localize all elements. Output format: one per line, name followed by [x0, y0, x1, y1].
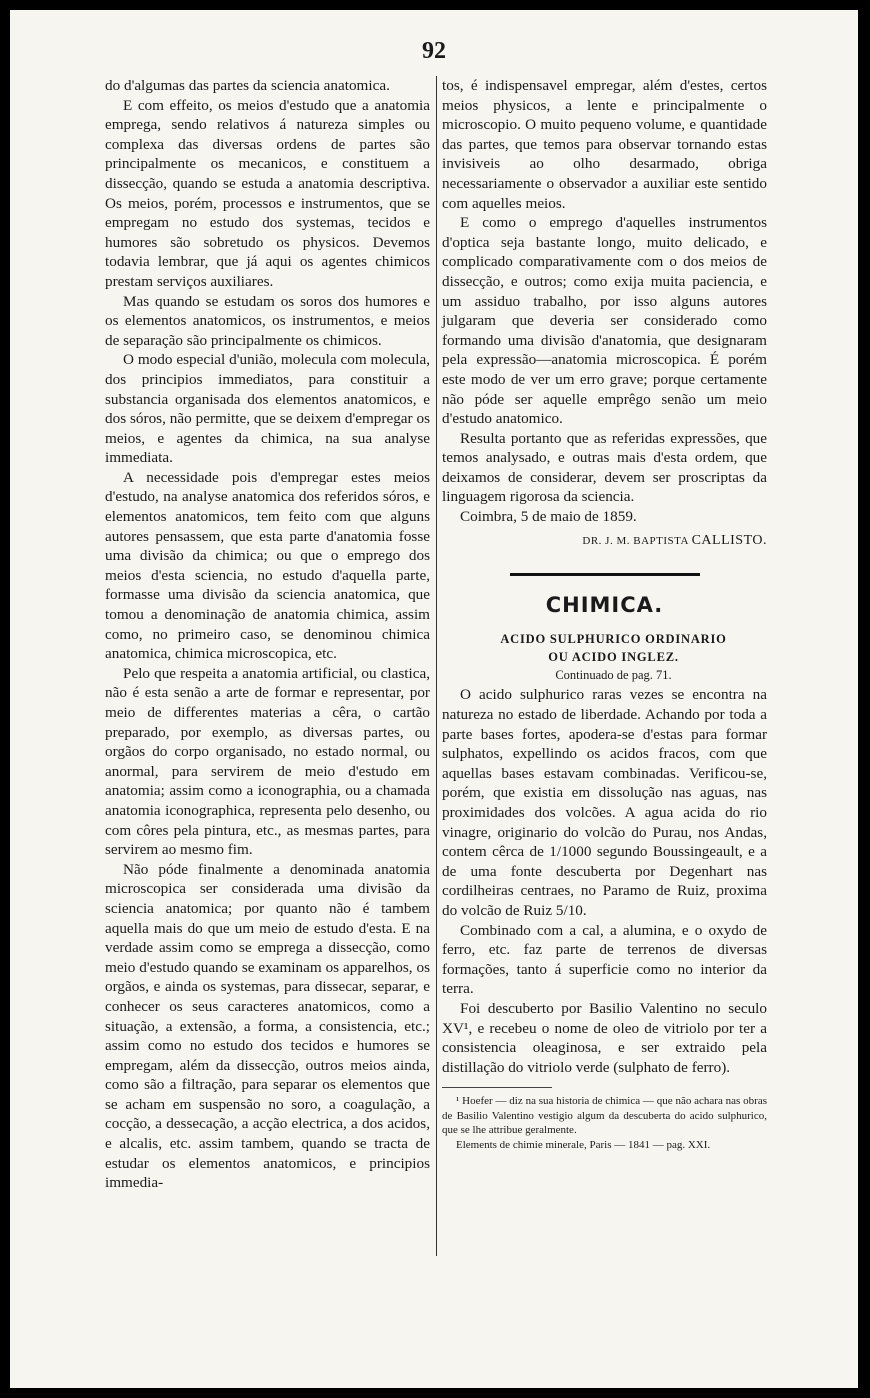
paragraph: tos, é indispensavel empregar, além d'estes, certos meios physicos, a lente e principalmente o microscopio. O muito pequeno volume, e quantidade das partes, que temos para observar tornando estas invisiveis ao olho desarmado, obriga necessariamente o observador a auxiliar este sentido com aquelles meios. [442, 77, 767, 212]
paragraph: E com effeito, os meios d'estudo que a anatomia emprega, sendo relativos á natureza simples ou complexa das diversas ordens de partes são principalmente os mecanicos, e constituem a dissecção, quando se estuda a anatomia descriptiva. Os meios, porém, processos e instrumentos, que se empregam no estudo dos systemas, tecidos e humores são sobretudo os physicos. Devemos todavia lembrar, que já aqui os agentes chimicos prestam serviços auxiliares. [105, 96, 430, 290]
paragraph: E como o emprego d'aquelles instrumentos d'optica seja bastante longo, muito delicado, e complicado comparativamente com o dos meios de dissecção, e outros; como exija muita paciencia, e um assiduo trabalho, por isso alguns autores julgaram que deveria ser considerado como formando uma divisão d'anatomia, que designaram pela expressão—anatomia microscopica. É porém este modo de ver um erro grave; porque certamente não póde ser aquelle emprêgo senão um meio d'estudo anatomico. [442, 214, 767, 428]
paragraph: O acido sulphurico raras vezes se encontra na natureza no estado de liberdade. Achando por toda a parte bases fortes, apodera-se d'estas para formar sulphatos, expellindo os acidos fracos, com que aquellas bases estavam combinadas. Verificou-se, porém, que existia em dissolução nas aguas, nas proximidades dos volcões. A agua acida do rio vinagre, originario do volcão do Purau, nos Andas, contem cêrca de 1/1000 segundo Boussingeault, e a de uma fonte descuberta por Degenhart nas cordilheiras centraes, no Paramo de Ruiz, proxima do volcão de Ruiz 5/10. [442, 686, 767, 919]
column-divider [436, 76, 437, 1256]
right-column [442, 76, 767, 1152]
footnote [442, 1092, 767, 1152]
paragraph: Não póde finalmente a denominada anatomia microscopica ser considerada uma divisão da sciencia anatomica; por quanto não é tambem aquella mais do que um meio de estudo d'esta. E na verdade assim como se emprega a dissecção, como meio d'estudo quando se examinam os apparelhos, os orgãos, e ainda os systemas, para dissecar, separar, e conhecer os seus caracteres anatomicos, como a situação, a extensão, a forma, a consistencia, etc.; assim como no estudo dos tecidos e humores se empregam, além da dissecção, outros meios ainda, como são a filtração, para separar os elementos que se acham em suspensão no soro, a coagulação, a cocção, a dessecação, a acção electrica, a dos acidos, e alcalis, etc. assim tambem, quando se tracta de estudar os elementos anatomicos, e principios immedia- [105, 860, 430, 1192]
continued-note: Continuado de pag. 71. [555, 667, 672, 682]
paragraph: Pelo que respeita a anatomia artificial, ou clastica, não é esta senão a arte de formar e representar, por meio de differentes materias a cêra, o cartão preparado, por exemplo, as diversas partes, ou orgãos do corpo organisado, no estado normal, ou anormal, para servirem de meio d'estudo em anatomia; assim como a iconographia, ou a chamada anatomia iconographica, representa pelo desenho, ou com côres pela pintura, etc., as mesmas partes, para servirem ao mesmo fim. [105, 664, 430, 859]
paragraph: Mas quando se estudam os soros dos humores e os elementos anatomicos, os instrumentos, e meios de separação são principalmente os chimicos. [105, 292, 430, 349]
paragraph: Resulta portanto que as referidas expressões, que temos analysado, e outras mais d'esta ordem, que deixamos de considerar, devem ser proscriptas da linguagem rigorosa da sciencia. [442, 429, 767, 506]
footnote-rule [442, 1087, 552, 1088]
article-title-line1: ACIDO SULPHURICO ORDINARIO [500, 631, 727, 646]
footnote-text: ¹ Hoefer — diz na sua historia de chimica — que não achara nas obras de Basilio Valentino vestigio algum da descuberta do acido sulphurico, que se lhe attribue geralmente. [442, 1095, 767, 1137]
scanned-page [10, 10, 858, 1388]
signature [442, 531, 767, 552]
signature-title: DR. J. M. BAPTISTA [582, 534, 689, 547]
signature-name: CALLISTO. [691, 532, 767, 548]
paragraph: A necessidade pois d'empregar estes meios d'estudo, na analyse anatomica dos referidos sóros, e elementos anatomicos, tem feito com que alguns autores pensassem, que esta parte d'anatomia fosse uma divisão da chimica; ou que o emprego dos meios d'esta sciencia, no estudo d'aquella parte, formasse uma divisão da sciencia anatomica, que tomou a denominação de anatomia chimica, assim como, no primeiro caso, se denominou chimica anatomica, chimica microscopica, etc. [105, 468, 430, 663]
section-title: CHIMICA. [545, 593, 664, 618]
paragraph: do d'algumas das partes da sciencia anatomica. [105, 77, 390, 94]
dateline: Coimbra, 5 de maio de 1859. [460, 508, 637, 526]
section-separator [510, 573, 700, 576]
article-title-line2: OU ACIDO INGLEZ. [548, 649, 679, 664]
paragraph: Foi descuberto por Basilio Valentino no seculo XV¹, e recebeu o nome de oleo de vitriolo por ter a consistencia oleaginosa, e ser extraido pela distillação do vitriolo verde (sulphato de ferro). [442, 999, 767, 1076]
page-number: 92 [422, 38, 446, 64]
left-column [105, 76, 430, 1193]
footnote-reference: Elements de chimie minerale, Paris — 1841 — pag. XXI. [456, 1138, 711, 1151]
paragraph: O modo especial d'união, molecula com molecula, dos principios immediatos, para constituir a substancia organisada dos elementos anatomicos, e dos sóros, não permitte, que se deixem d'empregar os meios, e agentes da chimica, na sua analyse immediata. [105, 351, 430, 467]
paragraph: Combinado com a cal, a alumina, e o oxydo de ferro, etc. faz parte de terrenos de diversas formações, tanto á superficie como no interior da terra. [442, 921, 767, 998]
